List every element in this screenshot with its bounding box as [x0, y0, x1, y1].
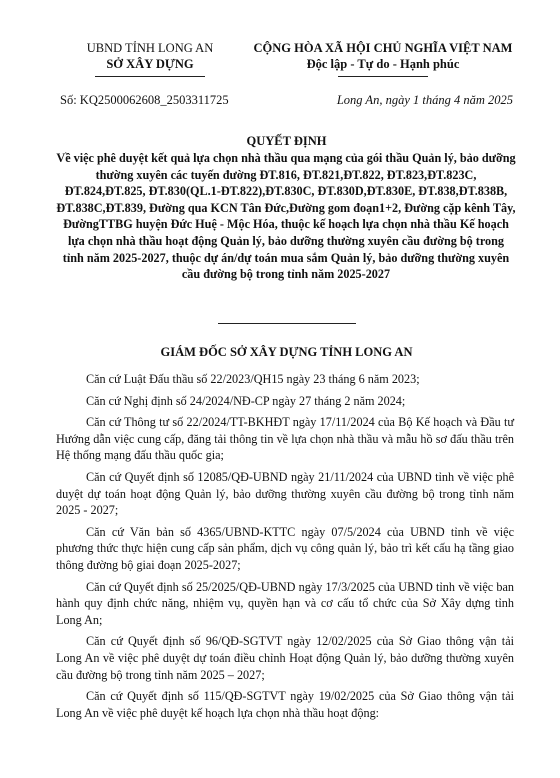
legal-basis-paragraph: Căn cứ Quyết định số 25/2025/QĐ-UBND ngày 17/3/2025 của UBND tỉnh về việc ban hành quy định chức năng, nhiệm vụ, quyền hạn và cơ cấu tổ chức của Sở Xây dựng tỉnh Long An; [56, 579, 514, 627]
legal-basis-paragraph: Căn cứ Luật Đấu thầu số 22/2023/QH15 ngày 23 tháng 6 năm 2023; [86, 372, 420, 386]
legal-basis-paragraph: Căn cứ Quyết định số 96/QĐ-SGTVT ngày 12/02/2025 của Sở Giao thông vận tải Long An về việc phê duyệt dự toán điều chỉnh Hoạt động Quản lý, bảo dưỡng thường xuyên cầu đường bộ trong tỉnh năm 2025 – 2027; [56, 634, 514, 682]
place-date: Long An, ngày 1 tháng 4 năm 2025 [336, 93, 513, 107]
legal-basis-paragraph: Căn cứ Nghị định số 24/2024/NĐ-CP ngày 27 tháng 2 năm 2024; [86, 393, 406, 408]
document-title: QUYẾT ĐỊNH [246, 134, 327, 148]
reference-number: Số: KQ2500062608_2503311725 [60, 93, 229, 107]
issuing-organization [55, 40, 245, 77]
org-province: UBND TỈNH LONG AN [86, 41, 214, 55]
nation-motto: Độc lập - Tự do - Hạnh phúc [306, 57, 460, 71]
document-subject: Về việc phê duyệt kết quả lựa chọn nhà thầu qua mạng của gói thầu Quản lý, bảo dưỡng thường xuyên các tuyến đường ĐT.816, ĐT.821,ĐT.822, ĐT.823,ĐT.823C, ĐT.824,ĐT.825, ĐT.830(QL.1-ĐT.822),ĐT.830C, ĐT.830D,ĐT.830E, ĐT.838,ĐT.838B, ĐT.838C,ĐT.839, Đường qua KCN Tân Đức,Đường gom đoạn1+2, Đường cặp kênh Tây, ĐườngTTBG huyện Đức Huệ - Mộc Hóa, thuộc kế hoạch lựa chọn nhà thầu Kế hoạch lựa chọn nhà thầu hoạt động Quản lý, bảo dưỡng thường xuyên cầu đường bộ trong tỉnh năm 2025-2027, thuộc dự án/dự toán mua sắm Quản lý, bảo dưỡng thường xuyên cầu đường bộ trong tỉnh năm 2025-2027 [56, 151, 516, 282]
subject-underline [218, 323, 356, 324]
motto-underline [338, 76, 428, 77]
national-header [238, 40, 528, 77]
legal-basis-paragraph: Căn cứ Quyết định số 12085/QĐ-UBND ngày 21/11/2024 của UBND tỉnh về việc phê duyệt dự toán hoạt động Quản lý, bảo dưỡng thường xuyên cầu đường bộ trong tỉnh năm 2025 - 2027; [56, 469, 514, 518]
org-underline [95, 76, 205, 77]
legal-basis-paragraph: Căn cứ Văn bản số 4365/UBND-KTTC ngày 07/5/2024 của UBND tỉnh về việc phương thức thực hiện cung cấp sản phẩm, dịch vụ công quản lý, bảo trì kết cấu hạ tầng giao thông đường bộ giai đoạn 2025-2027; [56, 524, 514, 572]
legal-basis-paragraph: Căn cứ Thông tư số 22/2024/TT-BKHĐT ngày 17/11/2024 của Bộ Kế hoạch và Đầu tư Hướng dẫn việc cung cấp, đăng tải thông tin về lựa chọn nhà thầu và mẫu hồ sơ đấu thầu trên Hệ thống mạng đấu thầu quốc gia; [56, 415, 514, 463]
authority-title: GIÁM ĐỐC SỞ XÂY DỰNG TỈNH LONG AN [160, 345, 413, 359]
legal-basis-paragraph: Căn cứ Quyết định số 115/QĐ-SGTVT ngày 19/02/2025 của Sở Giao thông vận tải Long An về việc phê duyệt kế hoạch lựa chọn nhà thầu hoạt động: [56, 689, 514, 720]
org-department: SỞ XÂY DỰNG [106, 57, 194, 71]
document-body [56, 371, 514, 726]
nation-name: CỘNG HÒA XÃ HỘI CHỦ NGHĨA VIỆT NAM [253, 41, 513, 55]
